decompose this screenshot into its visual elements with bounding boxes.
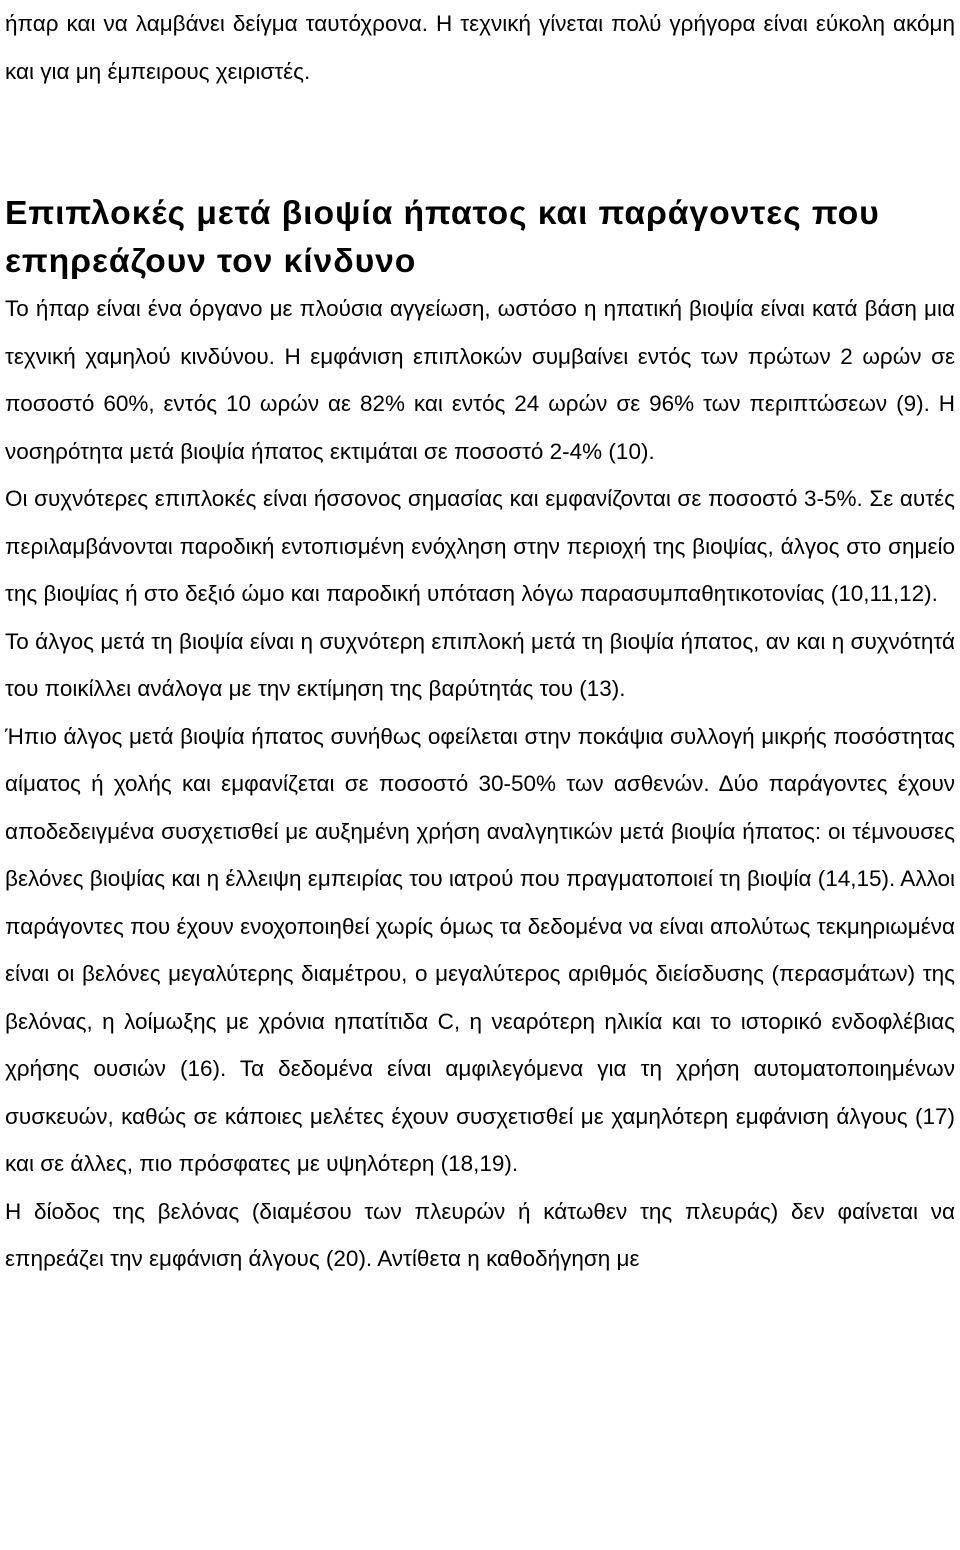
- body-paragraph-4: Ήπιο άλγος μετά βιοψία ήπατος συνήθως οφείλεται στην ποκάψια συλλογή μικρής ποσόστητας αίματος ή χολής και εμφανίζεται σε ποσοστό 30-50% των ασθενών. Δύο παράγοντες έχουν αποδεδειγμένα συσχετισθεί με αυξημένη χρήση αναλγητικών μετά βιοψία ήπατος: οι τέμνουσες βελόνες βιοψίας και η έλλειψη εμπειρίας του ιατρού που πραγματοποιεί τη βιοψία (14,15). Αλλοι παράγοντες που έχουν ενοχοποιηθεί χωρίς όμως τα δεδομένα να είναι απολύτως τεκμηριωμένα είναι οι βελόνες μεγαλύτερης διαμέτρου, ο μεγαλύτερος αριθμός διείσδυσης (περασμάτων) της βελόνας, η λοίμωξης με χρόνια ηπατίτιδα C, η νεαρότερη ηλικία και το ιστορικό ενδοφλέβιας χρήσης ουσιών (16). Τα δεδομένα είναι αμφιλεγόμενα για τη χρήση αυτοματοποιημένων συσκευών, καθώς σε κάποιες μελέτες έχουν συσχετισθεί με χαμηλότερη εμφάνιση άλγους (17) και σε άλλες, πιο πρόσφατες με υψηλότερη (18,19).: [5, 723, 955, 1176]
- body-paragraph-2: Οι συχνότερες επιπλοκές είναι ήσσονος σημασίας και εμφανίζονται σε ποσοστό 3-5%. Σε αυτές περιλαμβάνονται παροδική εντοπισμένη ενόχληση στην περιοχή της βιοψίας, άλγος στο σημείο της βιοψίας ή στο δεξιό ώμο και παροδική υπόταση λόγω παρασυμπαθητικοτονίας (10,11,12).: [5, 486, 955, 606]
- body-paragraph-5: Η δίοδος της βελόνας (διαμέσου των πλευρών ή κάτωθεν της πλευράς) δεν φαίνεται να επηρεάζει την εμφάνιση άλγους (20). Αντίθετα η καθοδήγηση με: [5, 1198, 955, 1271]
- document-page: [5, 0, 955, 1283]
- body-paragraph-3: Το άλγος μετά τη βιοψία είναι η συχνότερη επιπλοκή μετά τη βιοψία ήπατος, αν και η συχνότητά του ποικίλλει ανάλογα με την εκτίμηση της βαρύτητάς του (13).: [5, 628, 955, 701]
- section-heading: Επιπλοκές μετά βιοψία ήπατος και παράγοντες που επηρεάζουν τον κίνδυνο: [5, 194, 880, 280]
- body-paragraph-1: Το ήπαρ είναι ένα όργανο με πλούσια αγγείωση, ωστόσο η ηπατική βιοψία είναι κατά βάση μια τεχνική χαμηλού κινδύνου. Η εμφάνιση επιπλοκών συμβαίνει εντός των πρώτων 2 ωρών σε ποσοστό 60%, εντός 10 ωρών αε 82% και εντός 24 ωρών σε 96% των περιπτώσεων (9). Η νοσηρότητα μετά βιοψία ήπατος εκτιμάται σε ποσοστό 2-4% (10).: [5, 296, 955, 464]
- section-spacer: [5, 95, 955, 190]
- intro-paragraph: ήπαρ και να λαμβάνει δείγμα ταυτόχρονα. Η τεχνική γίνεται πολύ γρήγορα είναι εύκολη ακόμη και για μη έμπειρους χειριστές.: [5, 11, 955, 84]
